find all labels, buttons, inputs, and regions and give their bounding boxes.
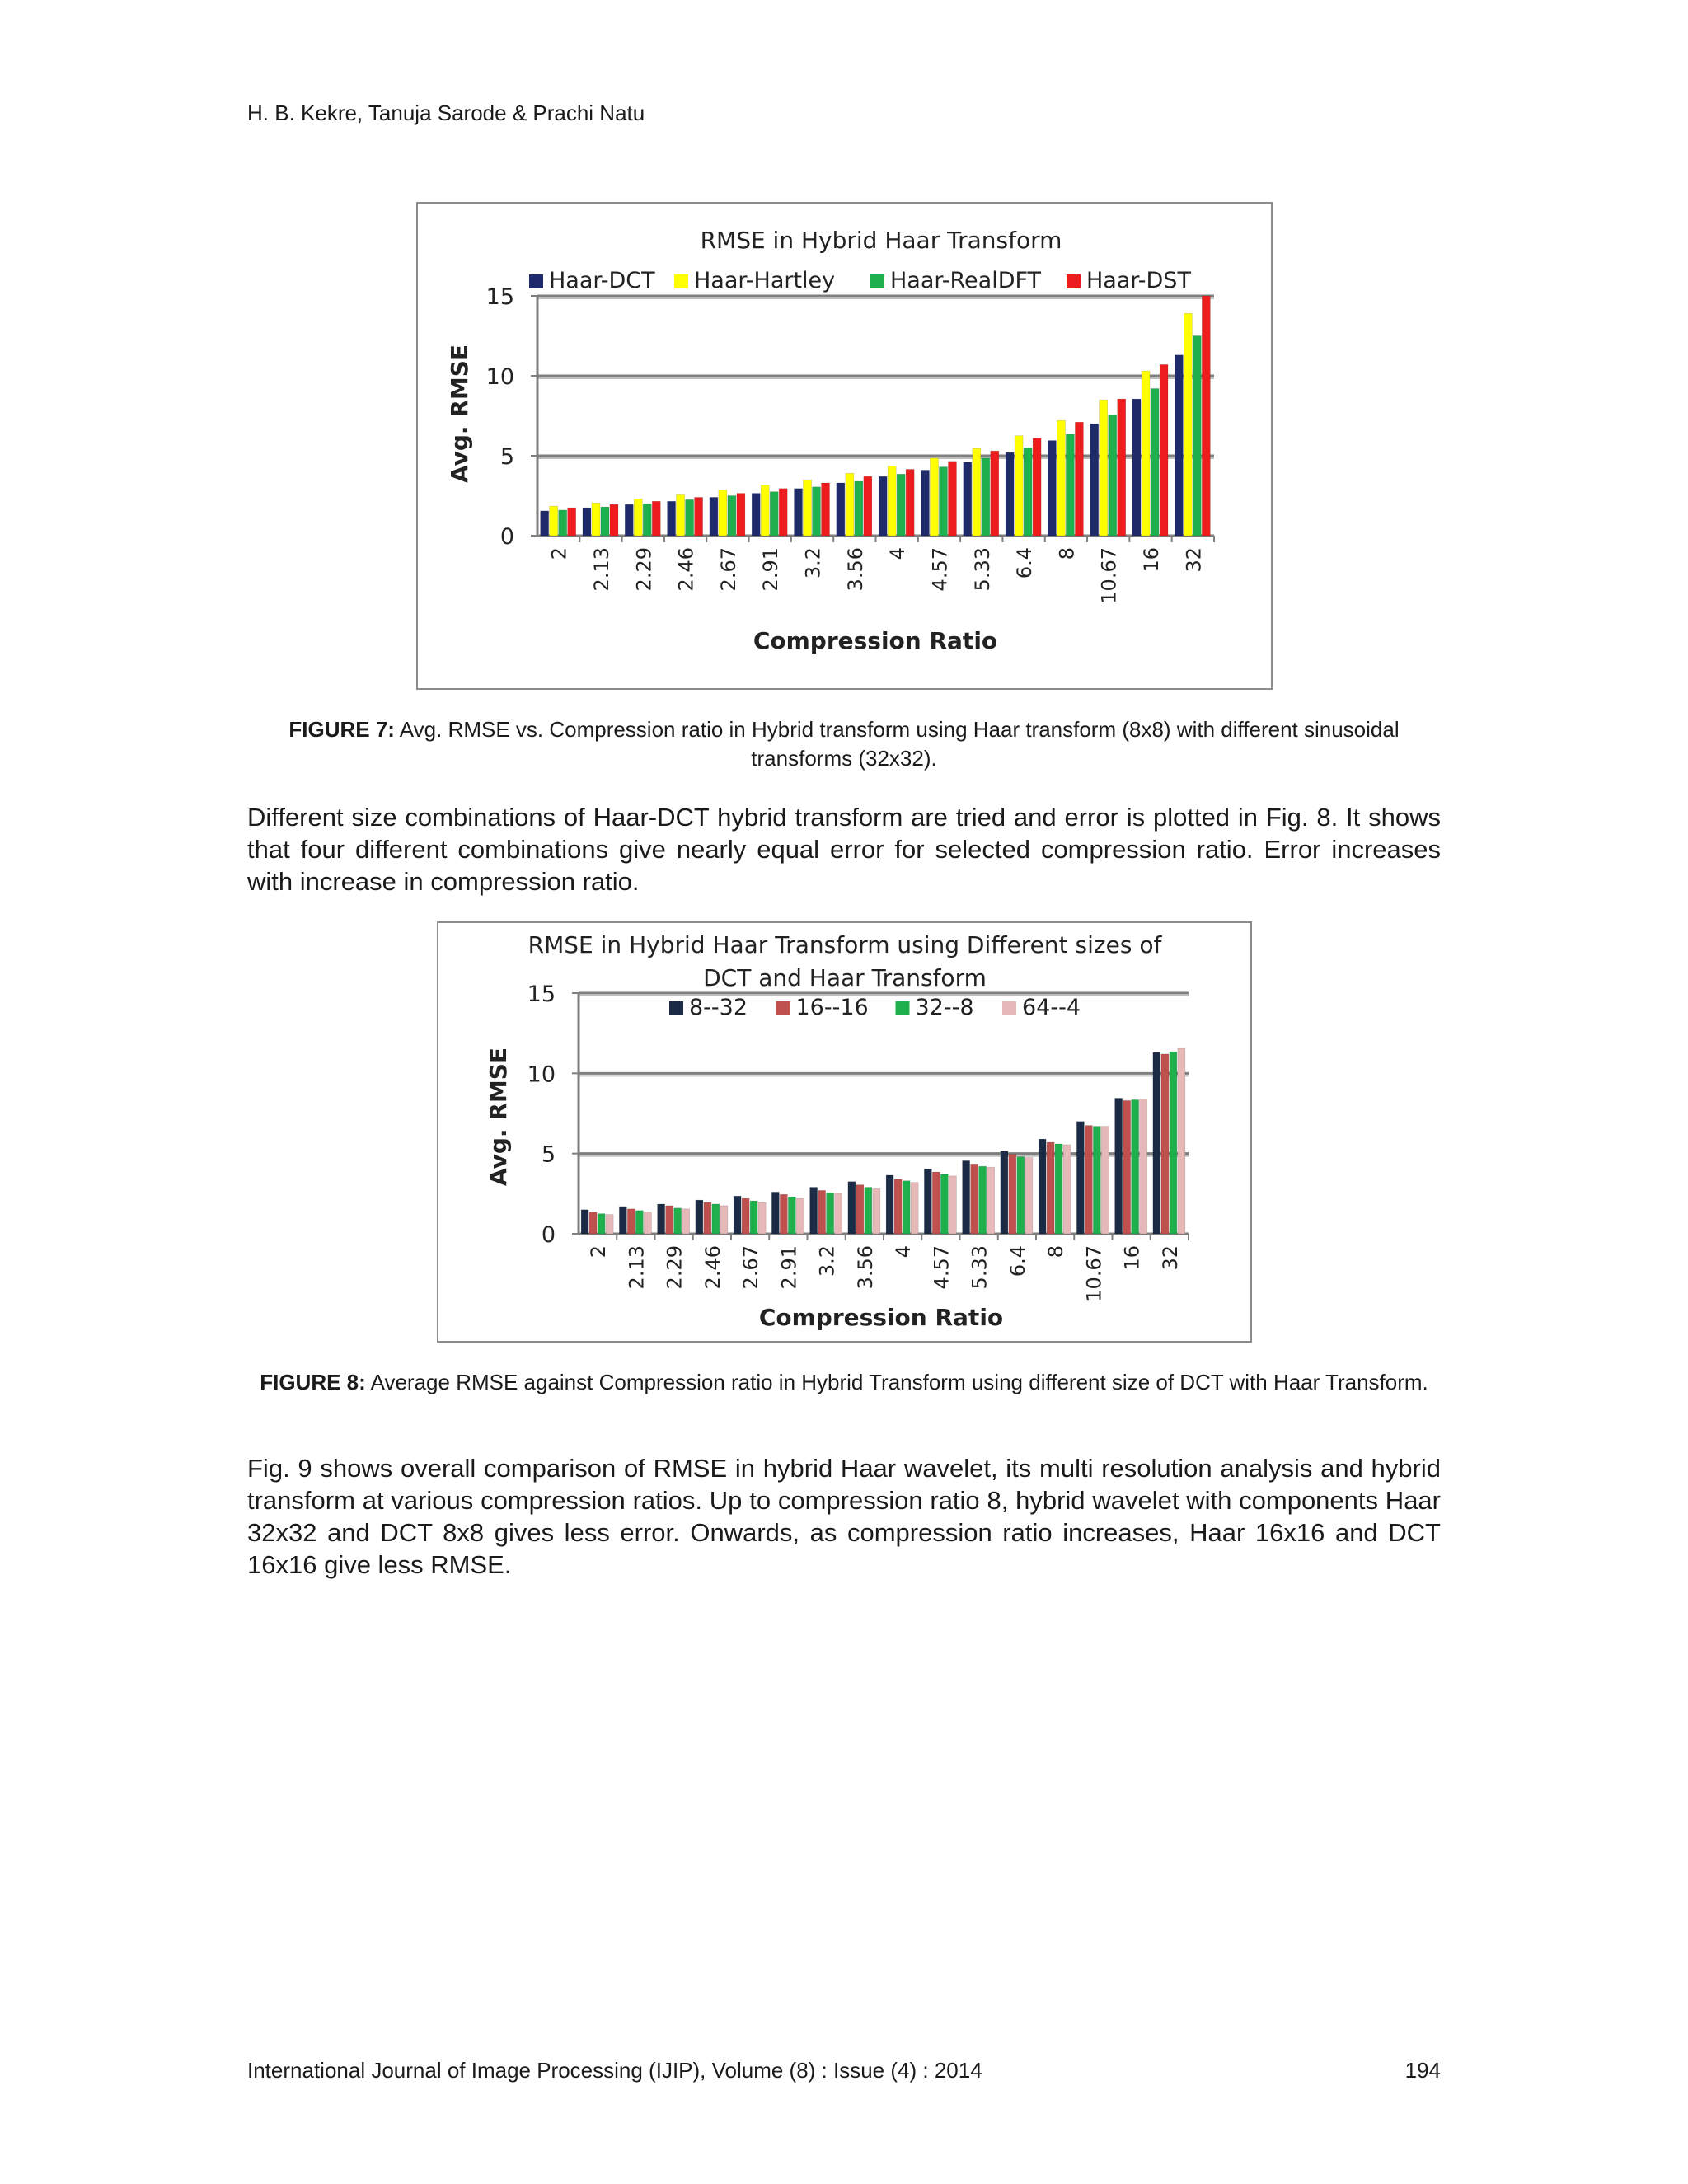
x-tick-label: 16 <box>1140 547 1164 573</box>
x-tick-label: 16 <box>1120 1245 1144 1271</box>
bar <box>1178 1048 1185 1234</box>
bar <box>1047 1142 1054 1234</box>
bar <box>932 1172 940 1234</box>
x-tick-label: 3.56 <box>853 1245 877 1290</box>
legend-label: 64--4 <box>1022 995 1081 1020</box>
bar <box>761 485 769 536</box>
bar <box>865 1188 872 1234</box>
legend-label: Haar-DST <box>1086 268 1191 293</box>
x-tick-label: 2.91 <box>777 1245 801 1290</box>
figure-8-caption <box>247 1368 1441 1397</box>
x-tick-label: 2.13 <box>589 547 613 592</box>
bar <box>1151 389 1159 536</box>
bar <box>583 508 591 536</box>
page-footer <box>247 2058 1441 2083</box>
bar <box>804 480 812 536</box>
bar <box>1153 1052 1160 1234</box>
x-tick-label: 2.91 <box>759 547 783 592</box>
bar <box>712 1204 720 1234</box>
bar <box>666 1206 673 1234</box>
bar <box>1063 1145 1071 1234</box>
x-tick-label: 2 <box>547 547 571 560</box>
bar <box>1006 452 1014 536</box>
bar <box>906 469 914 536</box>
bar <box>818 1190 826 1234</box>
bar <box>1090 424 1099 536</box>
bar <box>770 492 778 536</box>
figure-8-caption-text: Average RMSE against Compression ratio in Hybrid Transform using different size of DCT with Haar Transform. <box>370 1370 1428 1394</box>
bar <box>963 1160 970 1234</box>
bar <box>1085 1126 1092 1234</box>
bar <box>1075 422 1083 536</box>
bar <box>634 499 642 536</box>
y-axis-title: Avg. RMSE <box>446 344 473 484</box>
y-tick-label: 15 <box>485 284 514 310</box>
bar <box>1076 1122 1084 1234</box>
legend-swatch <box>669 1001 683 1015</box>
x-tick-label: 6.4 <box>1013 547 1037 579</box>
y-tick-label: 5 <box>541 1141 556 1168</box>
bar <box>686 499 694 536</box>
bar <box>1170 1052 1177 1234</box>
bar <box>737 494 745 536</box>
legend-swatch <box>776 1001 790 1015</box>
y-tick-label: 0 <box>541 1222 556 1248</box>
bar <box>719 490 727 536</box>
bar <box>911 1183 918 1234</box>
bar <box>780 1194 787 1234</box>
y-tick-label: 0 <box>499 524 514 550</box>
legend-swatch <box>529 274 543 288</box>
footer-page-number: 194 <box>1404 2058 1441 2083</box>
bar <box>568 508 576 536</box>
bar <box>1142 371 1150 536</box>
x-tick-label: 2.29 <box>663 1245 687 1290</box>
bar <box>835 1193 842 1234</box>
bar <box>897 474 905 536</box>
bar <box>643 504 651 536</box>
page-header: H. B. Kekre, Tanuja Sarode & Prachi Natu <box>247 101 645 125</box>
bar <box>1175 355 1183 536</box>
bar <box>589 1212 597 1234</box>
x-tick-label: 4 <box>886 547 910 560</box>
bar <box>864 476 872 536</box>
bar <box>848 1182 856 1234</box>
bar <box>894 1179 902 1234</box>
bar <box>822 483 830 536</box>
x-tick-label: 10.67 <box>1097 547 1121 604</box>
bar <box>652 501 660 536</box>
bar <box>982 458 990 536</box>
bar <box>627 1209 635 1234</box>
x-tick-label: 8 <box>1044 1245 1068 1258</box>
bar <box>795 489 803 536</box>
paragraph-2: Fig. 9 shows overall comparison of RMSE in hybrid Haar wavelet, its multi resolution analysis and hybrid transform at various compression ratios. Up to compression ratio 8, hybrid wavelet with components Haar 32x32 and DCT 8x8 gives less error. Onwards, as compression ratio increases, Haar 16x16 and DCT 16x16 give less RMSE. <box>247 1454 1441 1579</box>
figure-7-caption <box>247 715 1441 773</box>
bar <box>991 451 999 536</box>
legend-swatch <box>674 274 688 288</box>
chart-title: DCT and Haar Transform <box>703 964 987 991</box>
bar <box>1202 296 1210 536</box>
paragraph-1: Different size combinations of Haar-DCT hybrid transform are tried and error is plotted in Fig. 8. It shows that four different combinations give nearly equal error for selected compression ratio. Error increases with increase in compression ratio. <box>247 803 1441 896</box>
bar <box>710 497 718 536</box>
y-tick-label: 10 <box>527 1062 556 1088</box>
legend-swatch <box>896 1001 910 1015</box>
legend-swatch <box>870 274 884 288</box>
x-tick-label: 5.33 <box>970 547 994 592</box>
bar <box>758 1202 766 1234</box>
bar <box>677 495 685 536</box>
x-tick-label: 6.4 <box>1006 1245 1029 1277</box>
bar <box>837 483 845 536</box>
x-tick-label: 4 <box>892 1245 916 1258</box>
figure-7-chart <box>416 202 1273 690</box>
bar <box>625 504 633 536</box>
bar <box>1025 1158 1033 1234</box>
bar <box>924 1169 931 1234</box>
bar <box>940 1174 948 1234</box>
bar <box>619 1207 626 1234</box>
figure-7-label: FIGURE 7: <box>288 717 395 742</box>
x-tick-label: 3.56 <box>843 547 867 592</box>
bar <box>1132 1099 1139 1234</box>
y-tick-label: 10 <box>485 364 514 390</box>
y-axis-title: Avg. RMSE <box>485 1047 512 1187</box>
chart-title: RMSE in Hybrid Haar Transform using Different sizes of <box>528 931 1162 958</box>
legend-label: Haar-Hartley <box>694 268 836 293</box>
bar <box>1161 1054 1169 1234</box>
x-tick-label: 4.57 <box>930 1245 954 1290</box>
x-tick-label: 2.29 <box>632 547 656 592</box>
legend-swatch <box>1002 1001 1016 1015</box>
x-tick-label: 2.67 <box>739 1245 763 1290</box>
x-tick-label: 3.2 <box>801 547 825 579</box>
x-tick-label: 3.2 <box>815 1245 839 1277</box>
bar <box>1140 1099 1147 1234</box>
x-tick-label: 2.13 <box>625 1245 649 1290</box>
bar <box>1033 438 1041 536</box>
bar <box>750 1201 757 1234</box>
bar <box>1066 434 1074 536</box>
bar <box>846 473 854 536</box>
x-tick-label: 10.67 <box>1082 1245 1106 1302</box>
x-tick-label: 2.46 <box>701 1245 724 1290</box>
bar <box>668 501 676 536</box>
x-tick-label: 2 <box>587 1245 611 1258</box>
bar <box>1057 420 1065 536</box>
bar <box>1160 364 1168 536</box>
bar <box>771 1192 779 1234</box>
bar <box>728 496 736 537</box>
bar <box>827 1193 834 1234</box>
bar <box>1001 1151 1008 1234</box>
bar <box>1015 436 1023 536</box>
bar <box>921 470 929 536</box>
bar <box>734 1196 741 1234</box>
bar <box>635 1211 643 1234</box>
bar <box>1123 1100 1131 1234</box>
bar <box>598 1214 605 1234</box>
bar <box>1093 1127 1100 1234</box>
figure-7-chart-canvas <box>418 204 1271 688</box>
bar <box>1184 313 1192 536</box>
bar <box>1055 1144 1062 1234</box>
bar <box>601 507 609 536</box>
bar <box>873 1188 880 1234</box>
x-tick-label: 32 <box>1182 547 1206 573</box>
legend-swatch <box>1067 274 1081 288</box>
bar <box>592 503 600 536</box>
bar <box>695 497 703 536</box>
bar <box>720 1206 728 1234</box>
bar <box>779 489 787 536</box>
bar <box>742 1198 749 1234</box>
bar <box>644 1212 651 1234</box>
bar <box>704 1202 711 1234</box>
bar <box>987 1167 995 1234</box>
footer-journal: International Journal of Image Processing (IJIP), Volume (8) : Issue (4) : 2014 <box>247 2058 982 2083</box>
bar <box>813 487 821 536</box>
bar <box>879 476 887 536</box>
bar <box>581 1210 588 1234</box>
x-axis-title: Compression Ratio <box>753 627 998 654</box>
bar <box>1109 415 1117 536</box>
bar <box>696 1200 703 1234</box>
bar <box>796 1198 804 1234</box>
x-tick-label: 5.33 <box>968 1245 992 1290</box>
bar <box>550 506 558 536</box>
bar <box>1024 448 1032 536</box>
bar <box>939 467 947 536</box>
bar <box>559 510 567 536</box>
bar <box>1048 441 1056 536</box>
bar <box>856 1185 864 1234</box>
bar <box>682 1209 690 1234</box>
bar <box>658 1204 665 1234</box>
bar <box>930 458 938 536</box>
bar <box>810 1188 818 1234</box>
figure-8-label: FIGURE 8: <box>260 1370 366 1394</box>
x-tick-label: 32 <box>1158 1245 1182 1271</box>
legend-label: Haar-DCT <box>549 268 655 293</box>
bar <box>973 448 981 536</box>
legend-label: Haar-RealDFT <box>890 268 1042 293</box>
legend-label: 16--16 <box>795 995 869 1020</box>
x-tick-label: 4.57 <box>928 547 952 592</box>
bar <box>886 1175 893 1234</box>
y-tick-label: 15 <box>527 982 556 1007</box>
bar <box>752 494 760 536</box>
bar <box>888 466 896 536</box>
x-axis-title: Compression Ratio <box>758 1304 1004 1331</box>
bar <box>964 462 972 536</box>
x-tick-label: 8 <box>1055 547 1079 560</box>
bar <box>979 1166 987 1234</box>
figure-8-chart-canvas <box>438 923 1250 1341</box>
bar <box>1101 1127 1109 1234</box>
bar <box>541 511 549 536</box>
bar <box>610 504 618 536</box>
bar <box>971 1164 978 1234</box>
chart-title: RMSE in Hybrid Haar Transform <box>700 227 1062 254</box>
bar <box>1009 1155 1016 1234</box>
bar <box>1115 1099 1123 1234</box>
x-tick-label: 2.46 <box>674 547 698 592</box>
legend-label: 8--32 <box>689 995 748 1020</box>
bar <box>1132 399 1141 536</box>
bar <box>788 1197 795 1234</box>
legend-label: 32--8 <box>915 995 974 1020</box>
figure-8-chart <box>437 921 1252 1343</box>
bar <box>948 462 956 536</box>
bar <box>1100 400 1108 536</box>
bar <box>1118 399 1126 536</box>
bar <box>949 1176 956 1234</box>
x-tick-label: 2.67 <box>716 547 740 592</box>
bar <box>903 1181 910 1234</box>
figure-7-caption-text: Avg. RMSE vs. Compression ratio in Hybrid transform using Haar transform (8x8) with different sinusoidal transforms (32x32). <box>399 717 1400 771</box>
y-tick-label: 5 <box>499 444 514 470</box>
bar <box>606 1215 613 1234</box>
bar <box>1017 1157 1025 1234</box>
bar <box>855 481 863 536</box>
bar <box>1193 336 1201 537</box>
bar <box>674 1208 682 1234</box>
bar <box>1039 1139 1046 1234</box>
